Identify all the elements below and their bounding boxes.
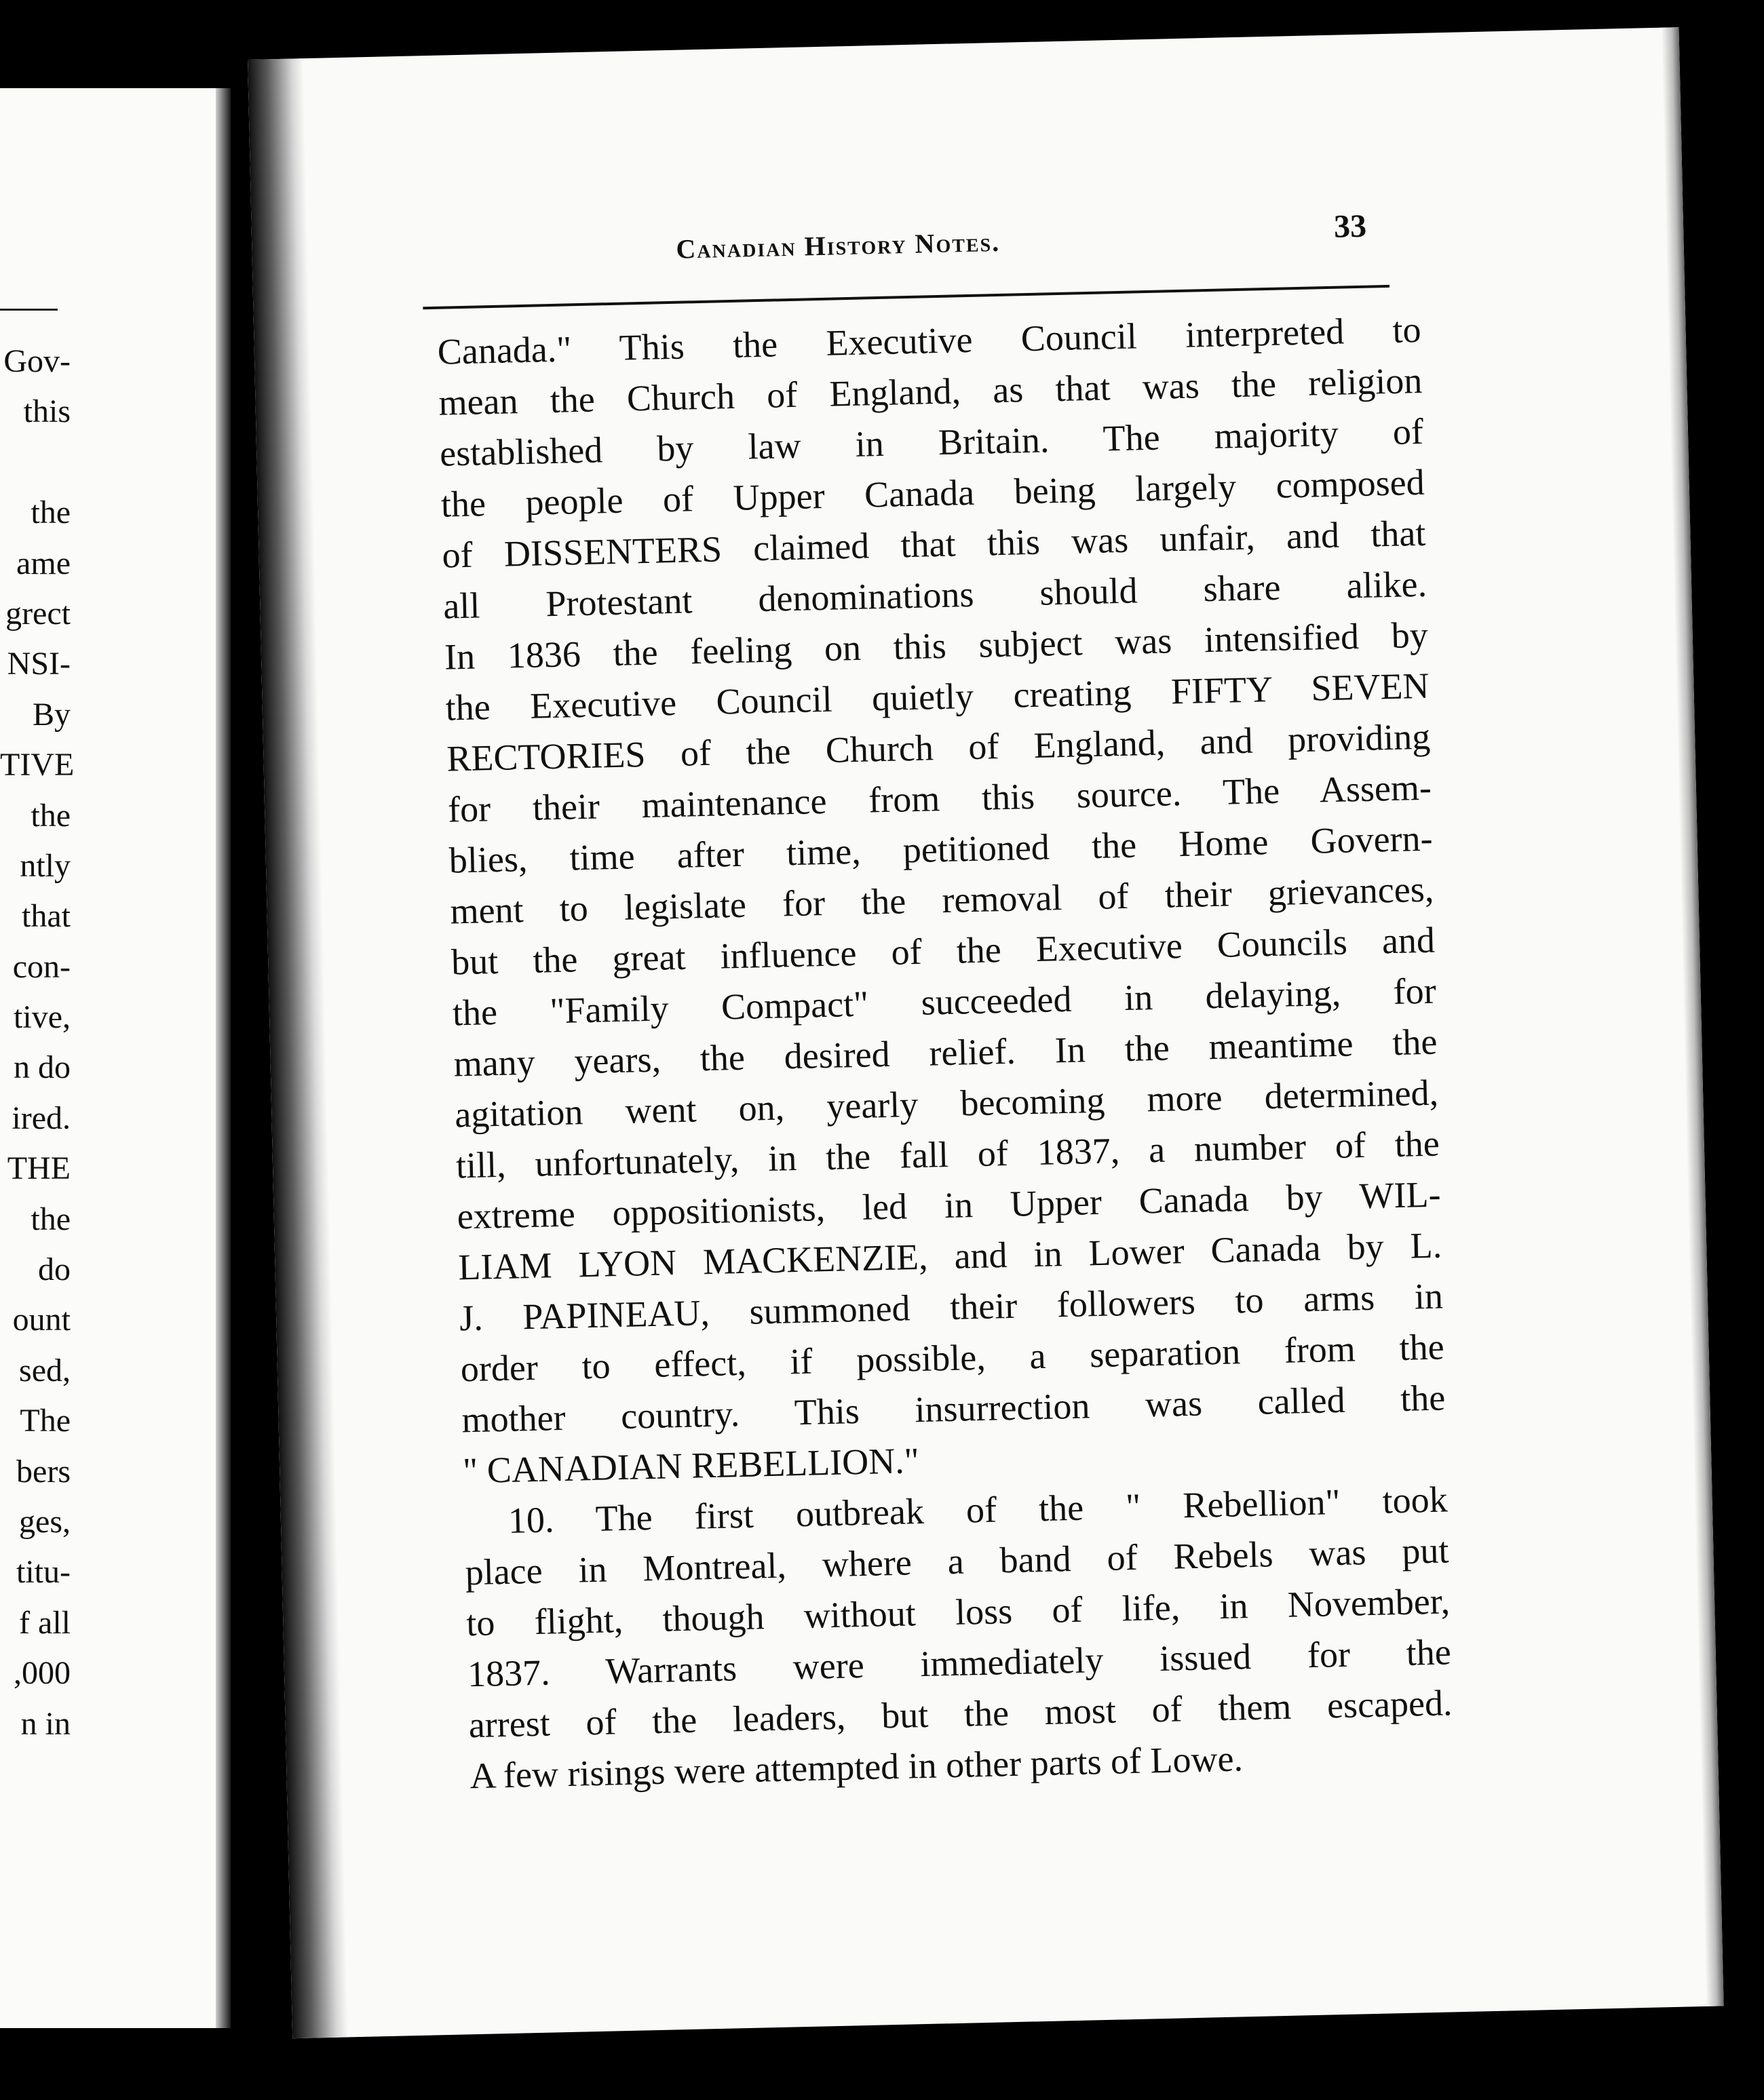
body-line: of DISSENTERS claimed that this was unfair, and that — [441, 512, 1426, 576]
body-line: 1837. Warrants were immediately issued for the — [467, 1631, 1452, 1695]
body-text — [437, 305, 1454, 1802]
left-page-line: By — [32, 696, 71, 733]
body-line: ment to legislate for the removal of their grievances, — [449, 868, 1434, 932]
left-page-line: this — [23, 393, 71, 430]
left-page-line: titu- — [16, 1554, 71, 1591]
body-line: arrest of the leaders, but the most of them escaped. — [468, 1682, 1453, 1746]
body-line: mother country. This insurrection was called the — [461, 1377, 1446, 1441]
left-page-line: n in — [20, 1705, 71, 1742]
left-page-line: the — [31, 494, 71, 531]
body-line: but the great influence of the Executive Councils and — [450, 919, 1436, 983]
body-line: agitation went on, yearly becoming more determined, — [454, 1072, 1439, 1135]
body-line: the Executive Council quietly creating FIFTY SEVEN — [445, 665, 1430, 728]
running-head-rule — [423, 285, 1389, 309]
left-page-head-rule — [0, 309, 58, 311]
body-line: LIAM LYON MACKENZIE, and in Lower Canada by L. — [457, 1224, 1442, 1288]
left-page-line: tive, — [14, 999, 71, 1036]
body-line: Canada." This the Executive Council interpreted to — [437, 309, 1422, 372]
binding-shadow — [248, 58, 348, 2038]
left-page-line: n do — [14, 1049, 71, 1086]
body-line: In 1836 the feeling on this subject was intensified by — [444, 614, 1429, 678]
page-edge-shadow — [1661, 27, 1723, 2006]
body-line: mean the Church of England, as that was the religion — [438, 359, 1423, 423]
left-page-line: f all — [19, 1604, 71, 1641]
left-page-line: sed, — [19, 1352, 71, 1388]
right-page — [248, 27, 1724, 2038]
left-page-line: NSI- — [7, 646, 71, 682]
left-page-line: The — [20, 1403, 71, 1439]
left-page — [0, 88, 231, 2028]
body-line: established by law in Britain. The majority of — [439, 410, 1424, 474]
body-line: the "Family Compact" succeeded in delaying, for — [452, 970, 1437, 1034]
left-page-line: con- — [12, 948, 71, 985]
left-page-line: ount — [12, 1302, 71, 1338]
body-line: many years, the desired relief. In the meantime the — [453, 1021, 1438, 1085]
left-page-gutter-shadow — [216, 88, 231, 2028]
left-page-line: ame — [16, 545, 71, 581]
body-line: A few risings were attempted in other parts of Lowe. — [469, 1738, 1244, 1797]
left-page-text-fragments — [0, 336, 75, 1749]
body-line: 10. The first outbreak of the " Rebellion" took — [507, 1479, 1449, 1541]
body-line: the people of Upper Canada being largely composed — [440, 461, 1425, 525]
body-line: till, unfortunately, in the fall of 1837, a number of the — [455, 1123, 1440, 1186]
body-line: order to effect, if possible, a separation from the — [460, 1326, 1445, 1390]
left-page-line: the — [31, 797, 71, 834]
body-line: blies, time after time, petitioned the Home Govern- — [448, 817, 1434, 881]
left-page-line: ntly — [20, 847, 71, 884]
left-page-line: the — [31, 1201, 71, 1237]
body-line: " CANADIAN REBELLION." — [462, 1440, 920, 1492]
body-line: J. PAPINEAU, summoned their followers to arms in — [459, 1275, 1444, 1339]
body-line: to flight, though without loss of life, in November, — [465, 1580, 1451, 1644]
left-page-line: ired. — [12, 1100, 71, 1136]
body-line: extreme oppositionists, led in Upper Canada by WIL- — [457, 1173, 1442, 1237]
body-line: all Protestant denominations should share alike. — [442, 563, 1427, 627]
left-page-line — [0, 438, 71, 488]
body-line: place in Montreal, where a band of Rebels was put — [465, 1530, 1449, 1593]
running-head: Canadian History Notes. — [675, 226, 1001, 265]
body-line: for their maintenance from this source. The Assem- — [447, 766, 1432, 830]
left-page-line: ges, — [19, 1503, 71, 1540]
body-line: RECTORIES of the Church of England, and providing — [446, 716, 1431, 779]
left-page-line: TIVE — [0, 747, 75, 783]
left-page-line: bers — [16, 1453, 71, 1490]
left-page-line: THE — [7, 1150, 71, 1187]
left-page-line: Gov- — [3, 343, 71, 379]
left-page-line: ,000 — [14, 1655, 71, 1692]
left-page-line: grect — [5, 595, 71, 631]
left-page-line: do — [38, 1251, 71, 1288]
page-number: 33 — [1333, 208, 1367, 245]
left-page-line: that — [22, 898, 71, 935]
